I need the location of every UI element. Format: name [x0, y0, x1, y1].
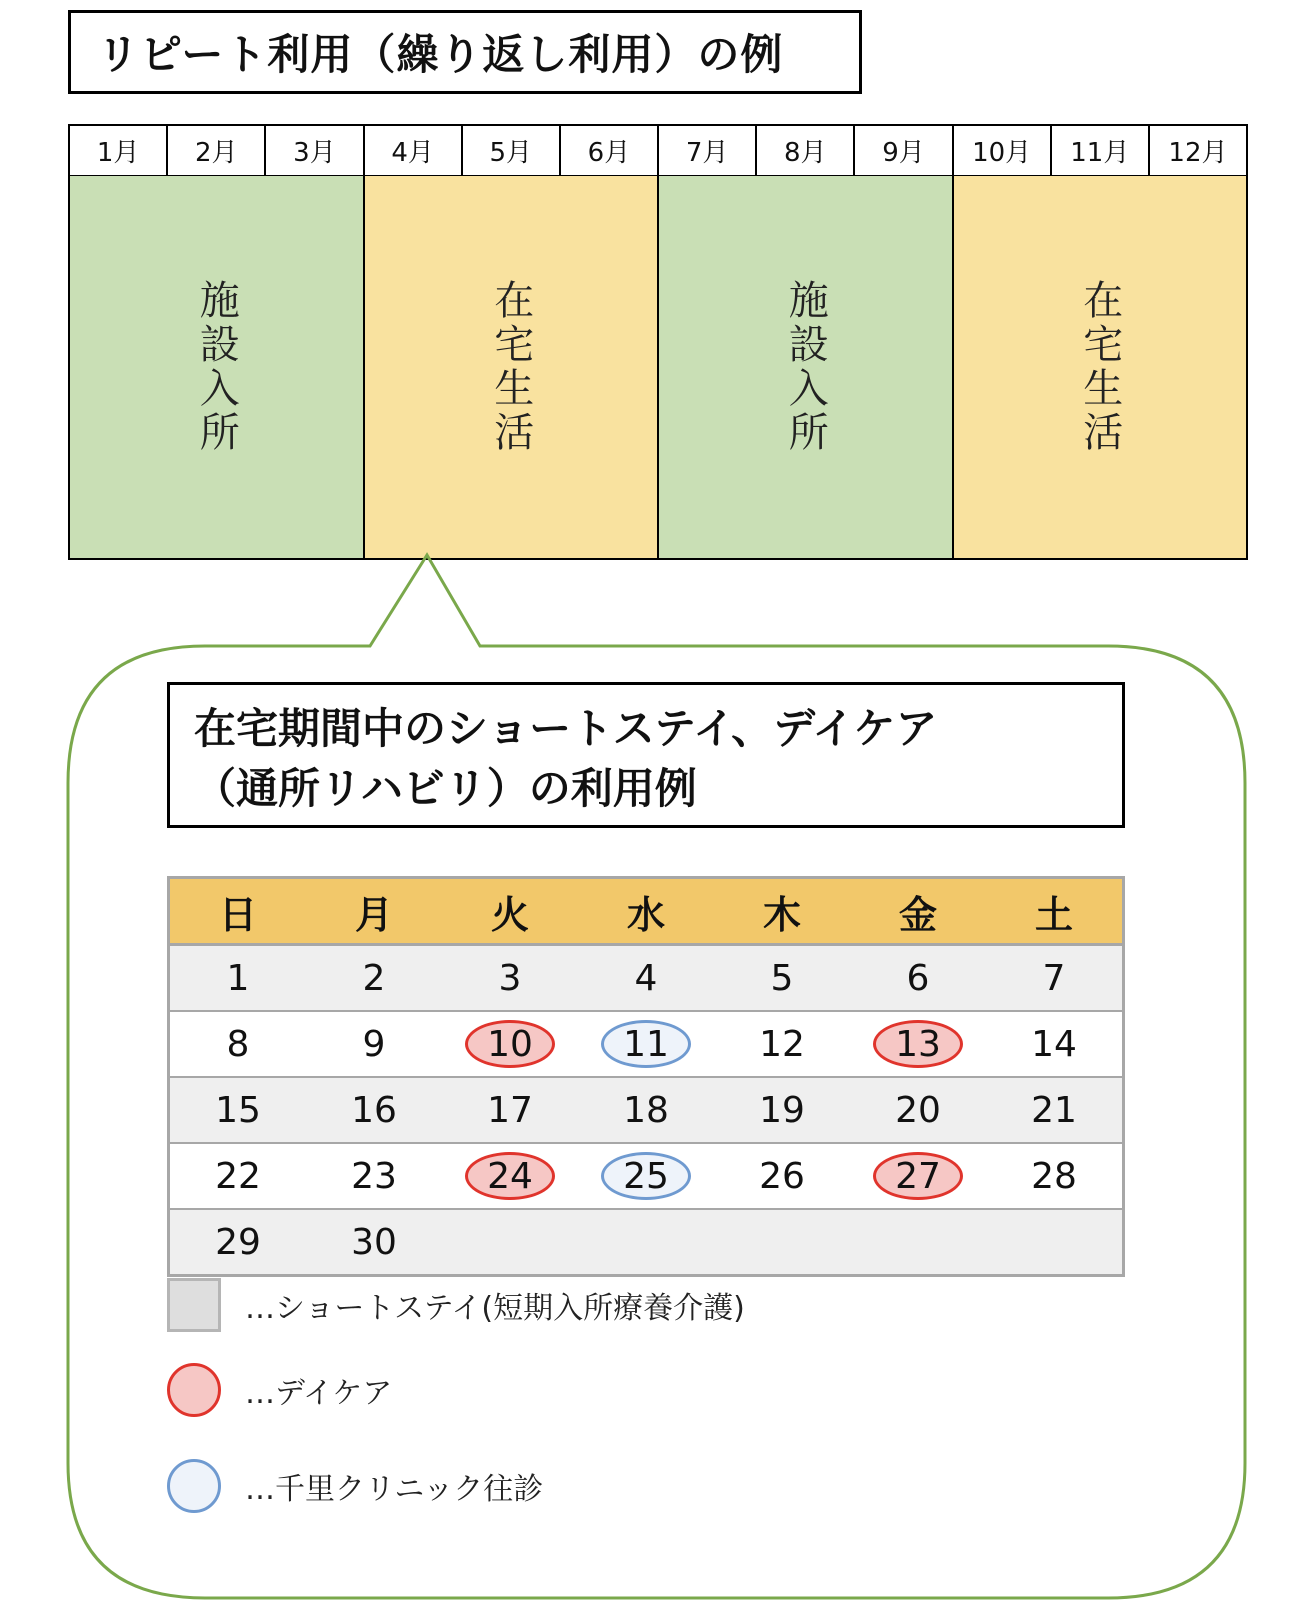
month-cell: 5月	[463, 126, 561, 175]
day-cell	[170, 1012, 306, 1076]
day-number: 23	[351, 1155, 397, 1197]
month-cell: 9月	[855, 126, 953, 175]
day-cell	[306, 1144, 442, 1208]
day-number: 16	[351, 1089, 397, 1131]
day-cell	[306, 1078, 442, 1142]
day-cell	[170, 1210, 306, 1274]
day-cell	[170, 946, 306, 1010]
daycare-swatch	[167, 1363, 221, 1417]
clinic-visit-swatch	[167, 1459, 221, 1513]
day-cell	[850, 1012, 986, 1076]
calendar-week-row	[170, 1144, 1122, 1210]
month-cell: 1月	[70, 126, 168, 175]
weekday-tue: 火	[490, 892, 529, 937]
day-number: 8	[226, 1023, 250, 1065]
legend-item-clinic-visit	[167, 1459, 543, 1513]
day-number: 14	[1031, 1023, 1077, 1065]
day-cell	[170, 1078, 306, 1142]
day-number: 28	[1031, 1155, 1077, 1197]
day-cell	[578, 946, 714, 1010]
calendar-week-row	[170, 1210, 1122, 1274]
period-label: 施設入所	[193, 279, 240, 455]
legend-item-daycare	[167, 1363, 392, 1417]
month-cell: 4月	[365, 126, 463, 175]
period-label: 施設入所	[782, 279, 829, 455]
day-number: 12	[759, 1023, 805, 1065]
day-cell	[850, 1078, 986, 1142]
weekday-mon: 月	[354, 892, 393, 937]
day-number: 20	[895, 1089, 941, 1131]
day-number: 3	[498, 957, 522, 999]
day-cell	[170, 1144, 306, 1208]
legend-item-short-stay	[167, 1278, 745, 1332]
day-cell	[442, 1144, 578, 1208]
calendar-week-row	[170, 946, 1122, 1012]
day-cell	[986, 1210, 1122, 1274]
daycare-marker: 24	[465, 1152, 555, 1200]
period-label: 在宅生活	[1076, 279, 1123, 455]
day-cell	[850, 1210, 986, 1274]
day-number: 29	[215, 1221, 261, 1263]
day-number: 2	[362, 957, 386, 999]
subtitle-line-1: 在宅期間中のショートステイ、デイケア	[194, 704, 938, 753]
daycare-marker: 27	[873, 1152, 963, 1200]
legend-label: …ショートステイ(短期入所療養介護)	[245, 1291, 745, 1326]
day-cell	[714, 1078, 850, 1142]
day-number: 18	[623, 1089, 669, 1131]
calendar-week-row	[170, 1078, 1122, 1144]
weekday-thu: 木	[762, 892, 801, 937]
day-number: 17	[487, 1089, 533, 1131]
subtitle-line-2: （通所リハビリ）の利用例	[194, 764, 697, 813]
day-cell	[306, 946, 442, 1010]
day-cell	[578, 1144, 714, 1208]
clinic-visit-marker: 11	[601, 1020, 691, 1068]
day-cell	[714, 1210, 850, 1274]
day-cell	[714, 946, 850, 1010]
day-cell	[442, 1210, 578, 1274]
subtitle-box	[167, 682, 1125, 828]
weekday-sat: 土	[1034, 892, 1073, 937]
weekday-wed: 水	[626, 892, 665, 937]
day-cell	[986, 1144, 1122, 1208]
daycare-marker: 10	[465, 1020, 555, 1068]
day-cell	[578, 1078, 714, 1142]
day-cell	[442, 1012, 578, 1076]
clinic-visit-marker: 25	[601, 1152, 691, 1200]
day-cell	[306, 1012, 442, 1076]
calendar-week-row	[170, 1012, 1122, 1078]
month-cell: 3月	[266, 126, 364, 175]
day-number: 9	[362, 1023, 386, 1065]
legend-label: …千里クリニック往診	[245, 1472, 544, 1507]
legend-label: …デイケア	[245, 1376, 393, 1411]
day-number: 7	[1042, 957, 1066, 999]
weekday-sun: 日	[218, 892, 257, 937]
day-cell	[714, 1144, 850, 1208]
day-number: 21	[1031, 1089, 1077, 1131]
day-cell	[578, 1210, 714, 1274]
day-number: 1	[226, 957, 250, 999]
day-number: 19	[759, 1089, 805, 1131]
day-cell	[442, 1078, 578, 1142]
day-cell	[850, 946, 986, 1010]
day-cell	[850, 1144, 986, 1208]
daycare-marker: 13	[873, 1020, 963, 1068]
month-cell: 2月	[168, 126, 266, 175]
month-cell: 12月	[1168, 138, 1228, 168]
day-number: 30	[351, 1221, 397, 1263]
calendar-weekday-row	[170, 879, 1122, 946]
day-cell	[578, 1012, 714, 1076]
day-number: 5	[770, 957, 794, 999]
weekday-fri: 金	[898, 892, 937, 937]
day-cell	[306, 1210, 442, 1274]
day-cell	[986, 946, 1122, 1010]
page-title: リピート利用（繰り返し利用）の例	[68, 10, 862, 94]
month-cell: 8月	[757, 126, 855, 175]
month-cell: 10月	[954, 126, 1052, 175]
day-cell	[714, 1012, 850, 1076]
short-stay-swatch	[167, 1278, 221, 1332]
calendar	[167, 876, 1125, 1277]
day-number: 22	[215, 1155, 261, 1197]
month-cell: 6月	[561, 126, 659, 175]
day-cell	[986, 1078, 1122, 1142]
day-number: 26	[759, 1155, 805, 1197]
day-number: 15	[215, 1089, 261, 1131]
month-cell: 7月	[659, 126, 757, 175]
period-label: 在宅生活	[487, 279, 534, 455]
day-number: 6	[906, 957, 930, 999]
day-cell	[442, 946, 578, 1010]
month-cell: 11月	[1052, 126, 1150, 175]
day-number: 4	[634, 957, 658, 999]
day-cell	[986, 1012, 1122, 1076]
